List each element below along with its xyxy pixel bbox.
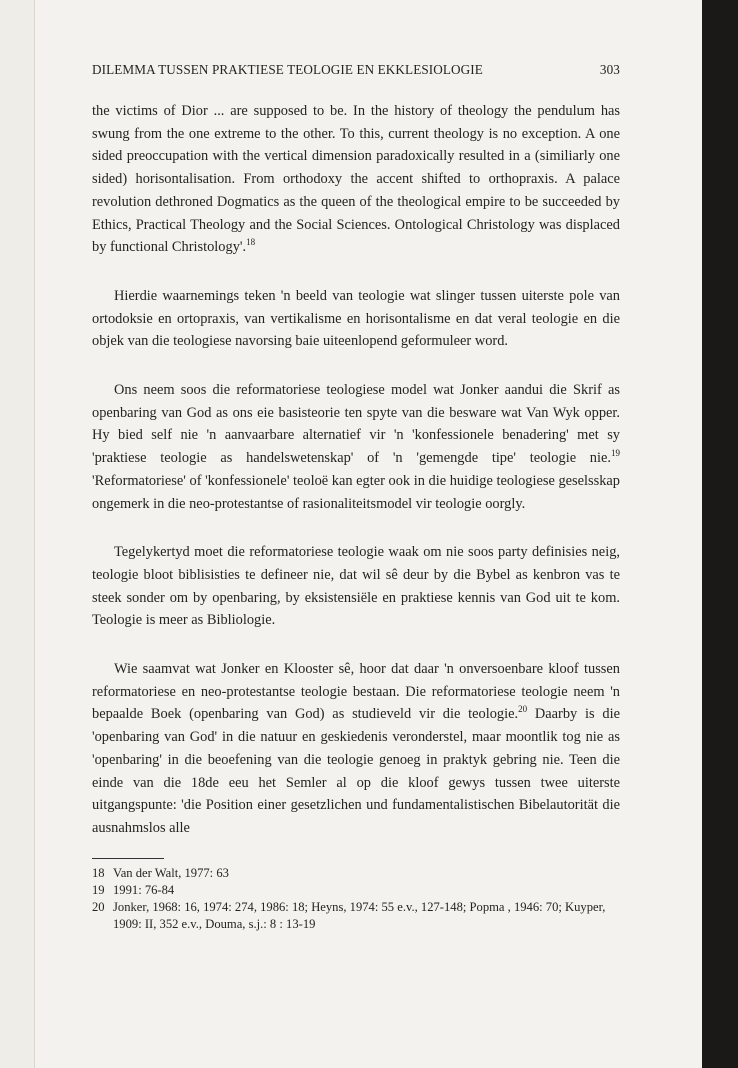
paragraph-text: 'Reformatoriese' of 'konfessionele' teoloë kan egter ook in die huidige teologiese geselsskap ongemerk in die neo-protestantse of rasionaliteitsmodel vir teologie oorgly.	[92, 472, 620, 512]
scan-left-margin	[0, 0, 35, 1068]
running-header	[92, 62, 620, 78]
running-title: DILEMMA TUSSEN PRAKTIESE TEOLOGIE EN EKKLESIOLOGIE	[92, 62, 483, 77]
footnote	[92, 865, 620, 882]
document-page	[92, 62, 620, 933]
footnote	[92, 882, 620, 899]
paragraph-text: Wie saamvat wat Jonker en Klooster sê, hoor dat daar 'n onversoenbare kloof tussen reformatoriese en neo-protestantse teologie bestaan. Die reformatoriese teologie neem 'n bepaalde Boek (openbaring van God) as studieveld vir die teologie.	[92, 661, 620, 723]
paragraph-text: Daarby is die 'openbaring van God' in die natuur en geskiedenis veronderstel, maar moontlik tog nie as 'openbaring' in die beoefening van die teologie genoeg in praktyk gebring nie. Teen die einde van die 18de eeu het Semler al op die kloof gewys tussen twee uiterste uitgangspunte: 'die Position einer gesetzlichen und fundamentalistischen Bibelautorität die ausnahmslos alle	[92, 706, 620, 836]
footnote-number: 20	[92, 899, 105, 914]
paragraph-text: Ons neem soos die reformatoriese teologiese model wat Jonker aandui die Skrif as openbaring van God as ons eie basisteorie ten spyte van die besware wat Van Wyk opper. Hy bied self nie 'n aanvaarbare alternatief vir 'n 'konfessionele benadering' met sy 'praktiese teologie as handelswetenskap' of 'n 'gemengde tipe' teologie nie.	[92, 382, 620, 467]
footnote-reference: 18	[246, 237, 256, 248]
footnote-reference: 19	[611, 448, 620, 459]
paragraph-text: Tegelykertyd moet die reformatoriese teologie waak om nie soos party definisies neig, teologie bloot biblisisties te defineer nie, dat wil sê deur by die Bybel as kenbron vas te steek sonder om by openbaring, by eksistensiële en praktiese kennis van God uit te kom. Teologie is meer as Bibliologie.	[92, 544, 620, 629]
body-text	[92, 100, 620, 840]
paragraph	[92, 379, 620, 515]
footnote-reference: 20	[518, 704, 528, 715]
paragraph-text: the victims of Dior ... are supposed to be. In the history of theology the pendulum has swung from the one extreme to the other. To this, current theology is no exception. A one sided preoccupation with the vertical dimension paradoxically resulted in a (similiarly one sided) horisontalisation. From orthodoxy the accent shifted to orthopraxis. A palace revolution dethroned Dogmatics as the queen of the theological empire to be succeeded by Ethics, Practical Theology and the Social Sciences. Ontological Christology was displaced by functional Christology'.	[92, 103, 620, 256]
footnote-number: 18	[92, 865, 105, 880]
footnote-number: 19	[92, 882, 105, 897]
footnote-text: Van der Walt, 1977: 63	[113, 865, 229, 880]
footnote	[92, 899, 620, 933]
paragraph	[92, 658, 620, 840]
footnotes	[92, 865, 620, 933]
footnote-text: Jonker, 1968: 16, 1974: 274, 1986: 18; Heyns, 1974: 55 e.v., 127-148; Popma , 1946: 70; Kuyper, 1909: II, 352 e.v., Douma, s.j.: 8 : 13-19	[113, 899, 606, 931]
paragraph	[92, 541, 620, 632]
paragraph-text: Hierdie waarnemings teken 'n beeld van teologie wat slinger tussen uiterste pole van ortodoksie en ortopraxis, van vertikalisme en horisontalisme en dat veral teologie en die objek van die teologiese navorsing baie uiteenlopend geformuleer word.	[92, 287, 620, 350]
paragraph	[92, 100, 620, 259]
footnote-text: 1991: 76-84	[113, 882, 175, 897]
paragraph	[92, 285, 620, 353]
page-number: 303	[599, 62, 620, 77]
scan-right-border	[702, 0, 738, 1068]
footnote-divider	[92, 858, 164, 859]
